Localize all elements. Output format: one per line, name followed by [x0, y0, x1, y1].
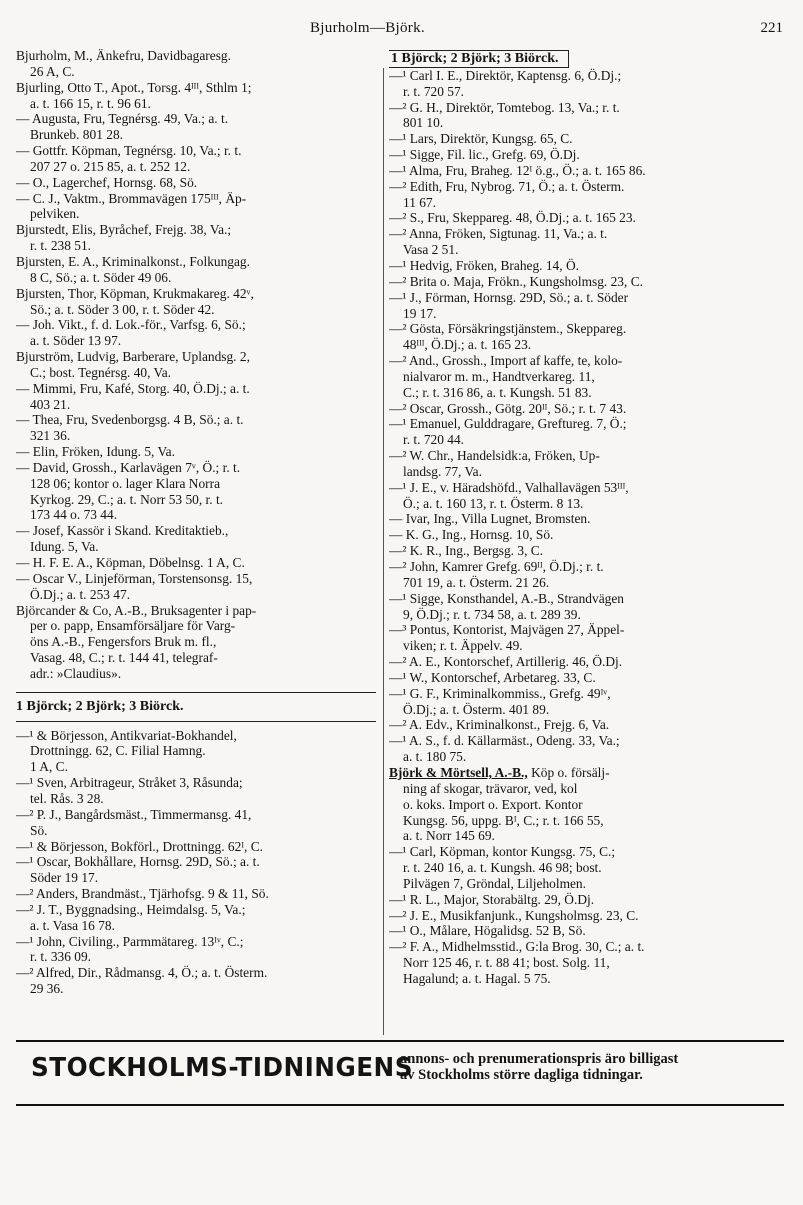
directory-entry	[16, 807, 384, 839]
directory-entry	[16, 286, 384, 318]
entry-line: —¹ Lars, Direktör, Kungsg. 65, C.	[389, 131, 573, 147]
entry-continuation: Norr 125 46, r. t. 88 41; bost. Solg. 11,	[403, 955, 610, 971]
right-entries	[389, 68, 789, 765]
directory-entry	[389, 210, 789, 226]
entry-line: —² A. Edv., Kriminalkonst., Frejg. 6, Va.	[389, 717, 610, 733]
directory-entry	[389, 147, 789, 163]
directory-entry	[389, 939, 789, 987]
directory-entry	[16, 80, 384, 112]
entry-line: —² J. T., Byggnadsing., Heimdalsg. 5, Va.;	[16, 901, 246, 917]
directory-entry	[389, 717, 789, 733]
entry-line: — Thea, Fru, Svedenborgsg. 4 B, Sö.; a. t.	[16, 412, 244, 428]
entry-line: — David, Grossh., Karlavägen 7ᵛ, Ö.; r. t.	[16, 459, 241, 475]
entry-line: —¹ Emanuel, Gulddragare, Greftureg. 7, Ö.;	[389, 416, 627, 432]
divider	[16, 721, 376, 722]
entry-line: —² Alfred, Dir., Rådmansg. 4, Ö.; a. t. Österm.	[16, 965, 268, 981]
entry-continuation: 9, Ö.Dj.; r. t. 734 58, a. t. 289 39.	[403, 606, 581, 622]
entry-continuation: C.; bost. Tegnérsg. 40, Va.	[30, 364, 172, 380]
directory-entry	[16, 728, 384, 776]
entry-continuation: Ö.Dj.; a. t. 253 47.	[30, 586, 131, 602]
footer-brand: STOCKHOLMS-TIDNINGENS	[31, 1053, 413, 1083]
entry-line: —¹ Sigge, Fil. lic., Grefg. 69, Ö.Dj.	[389, 147, 580, 163]
entry-line: —² K. R., Ing., Bergsg. 3, C.	[389, 543, 544, 559]
entry-line: —² W. Chr., Handelsidk:a, Fröken, Up-	[389, 448, 600, 464]
directory-entry	[389, 353, 789, 401]
directory-entry	[16, 48, 384, 80]
entry-line: —¹ & Börjesson, Bokförl., Drottningg. 62ᴵ, C.	[16, 838, 263, 854]
directory-entry	[16, 412, 384, 444]
footer-rule-bottom	[16, 1104, 784, 1106]
entry-line: Bjurström, Ludvig, Barberare, Uplandsg. 2,	[16, 349, 250, 365]
directory-entry	[16, 886, 384, 902]
entry-continuation: 8 C, Sö.; a. t. Söder 49 06.	[30, 269, 172, 285]
entry-line: —² Oscar, Grossh., Götg. 20ᴵᴵ, Sö.; r. t. 7 43.	[389, 400, 627, 416]
left-column	[16, 48, 384, 997]
entry-continuation: 19 17.	[403, 305, 437, 321]
entry-continuation: r. t. 720 44.	[403, 432, 465, 448]
directory-entry	[16, 191, 384, 223]
entry-line: —¹ O., Målare, Högalidsg. 52 B, Sö.	[389, 923, 586, 939]
directory-entry	[389, 258, 789, 274]
entry-continuation: r. t. 238 51.	[30, 238, 92, 254]
directory-entry	[16, 254, 384, 286]
page-number: 221	[760, 20, 783, 36]
entry-continuation: Idung. 5, Va.	[30, 539, 99, 555]
directory-entry	[16, 381, 384, 413]
company-line: a. t. Norr 145 69.	[403, 828, 495, 844]
entry-line: —² J. E., Musikfanjunk., Kungsholmsg. 23, C.	[389, 907, 639, 923]
entry-line: — Augusta, Fru, Tegnérsg. 49, Va.; a. t.	[16, 111, 229, 127]
left-entries-continued	[16, 728, 384, 997]
entry-continuation: Pilvägen 7, Gröndal, Liljeholmen.	[403, 875, 586, 891]
directory-entry	[16, 603, 384, 682]
section-heading-left: 1 Björck; 2 Björk; 3 Biörck.	[16, 698, 184, 714]
advertisement-footer	[16, 1045, 786, 1103]
entry-continuation: tel. Rås. 3 28.	[30, 790, 104, 806]
entry-continuation: Ö.; a. t. 160 13, r. t. Österm. 8 13.	[403, 495, 584, 511]
entry-continuation: 173 44 o. 73 44.	[30, 507, 118, 523]
entry-continuation: a. t. 180 75.	[403, 749, 467, 765]
directory-entry	[389, 733, 789, 765]
entry-line: Björcander & Co, A.-B., Bruksagenter i pap-	[16, 602, 257, 618]
entry-continuation: 29 36.	[30, 981, 64, 997]
entry-continuation: 321 36.	[30, 428, 71, 444]
directory-entry	[389, 401, 789, 417]
entry-line: —² John, Kamrer Grefg. 69ᴵᴵ, Ö.Dj.; r. t.	[389, 559, 604, 574]
entry-continuation: 207 27 o. 215 85, a. t. 252 12.	[30, 158, 191, 174]
directory-entry	[16, 143, 384, 175]
directory-entry	[389, 908, 789, 924]
entry-line: — Oscar V., Linjeförman, Torstensonsg. 15,	[16, 570, 253, 586]
entry-continuation: Sö.; a. t. Söder 3 00, r. t. Söder 42.	[30, 301, 215, 317]
entry-continuation: adr.: »Claudius».	[30, 665, 122, 681]
directory-entry	[16, 460, 384, 523]
directory-entry	[389, 670, 789, 686]
company-entry	[389, 765, 789, 844]
company-line: Kungsg. 56, uppg. Bᴵ, C.; r. t. 166 55,	[403, 812, 604, 828]
entry-continuation: r. t. 240 16, a. t. Kungsh. 46 98; bost.	[403, 860, 602, 876]
directory-entry	[16, 934, 384, 966]
directory-entry	[389, 527, 789, 543]
entry-line: — H. F. E. A., Köpman, Döbelnsg. 1 A, C.	[16, 555, 245, 570]
directory-entry	[16, 555, 384, 571]
entry-line: —¹ Oscar, Bokhållare, Hornsg. 29D, Sö.; a. t.	[16, 854, 260, 870]
entry-line: —² Brita o. Maja, Frökn., Kungsholmsg. 23, C.	[389, 273, 643, 289]
entry-continuation: a. t. Vasa 16 78.	[30, 917, 115, 933]
entry-continuation: 128 06; kontor o. lager Klara Norra	[30, 475, 221, 491]
entry-line: —¹ A. S., f. d. Källarmäst., Odeng. 33, Va.;	[389, 733, 620, 749]
entry-line: — K. G., Ing., Hornsg. 10, Sö.	[389, 527, 554, 543]
directory-entry	[16, 349, 384, 381]
directory-entry	[16, 175, 384, 191]
directory-entry	[16, 523, 384, 555]
directory-entry	[389, 923, 789, 939]
entry-line: —¹ Hedvig, Fröken, Braheg. 14, Ö.	[389, 257, 579, 273]
entry-line: —¹ Sigge, Konsthandel, A.-B., Strandvägen	[389, 590, 624, 606]
directory-entry	[389, 480, 789, 512]
directory-entry	[16, 111, 384, 143]
directory-entry	[389, 131, 789, 147]
entry-line: —² P. J., Bangårdsmäst., Timmermansg. 41,	[16, 806, 252, 822]
entry-line: —² S., Fru, Skeppareg. 48, Ö.Dj.; a. t. 165 23.	[389, 210, 636, 226]
directory-entry	[389, 559, 789, 591]
entry-line: Bjursten, Thor, Köpman, Krukmakareg. 42ᵛ,	[16, 285, 254, 301]
entry-continuation: Brunkeb. 801 28.	[30, 127, 123, 143]
directory-entry	[389, 226, 789, 258]
entry-line: —³ Pontus, Kontorist, Majvägen 27, Äppel-	[389, 622, 625, 638]
footer-tagline-line1: annons- och prenumerationspris äro billigast	[400, 1051, 679, 1067]
entry-continuation: 26 A, C.	[30, 63, 75, 79]
entry-line: —¹ & Börjesson, Antikvariat-Bokhandel,	[16, 727, 237, 743]
directory-entry	[389, 654, 789, 670]
entry-continuation: 11 67.	[403, 194, 436, 210]
entry-line: —² Edith, Fru, Nybrog. 71, Ö.; a. t. Österm.	[389, 178, 625, 194]
entry-line: — C. J., Vaktm., Brommavägen 175ᴵᴵᴵ, Äp-	[16, 190, 247, 206]
directory-entry	[389, 68, 789, 100]
entry-line: —¹ Sven, Arbitrageur, Stråket 3, Råsunda;	[16, 775, 243, 791]
directory-entry	[389, 892, 789, 908]
entry-line: —¹ G. F., Kriminalkommiss., Grefg. 49ᴵᵛ,	[389, 685, 611, 701]
entry-line: — Ivar, Ing., Villa Lugnet, Bromsten.	[389, 511, 591, 527]
footer-tagline-line2: av Stockholms större dagliga tidningar.	[400, 1067, 643, 1083]
entry-line: —² Gösta, Försäkringstjänstem., Skeppareg.	[389, 321, 627, 337]
entry-line: —¹ Alma, Fru, Braheg. 12ᴵ ö.g., Ö.; a. t. 165 86.	[389, 162, 646, 178]
footer-rule-top	[16, 1040, 784, 1042]
entry-continuation: viken; r. t. Äppelv. 49.	[403, 638, 523, 654]
entry-line: — Josef, Kassör i Skand. Kreditaktieb.,	[16, 523, 229, 539]
page-title: Bjurholm—Björk.	[310, 20, 425, 36]
directory-entry	[16, 775, 384, 807]
entry-continuation: Kyrkog. 29, C.; a. t. Norr 53 50, r. t.	[30, 491, 224, 507]
entry-line: —¹ John, Civiling., Parmmätareg. 13ᴵᵛ, C.;	[16, 933, 244, 949]
entry-line: —¹ W., Kontorschef, Arbetareg. 33, C.	[389, 669, 596, 685]
entry-continuation: 701 19, a. t. Österm. 21 26.	[403, 574, 550, 590]
directory-entry	[16, 854, 384, 886]
company-line: Köp o. försälj-	[531, 764, 610, 780]
entry-line: Bjurholm, M., Änkefru, Davidbagaresg.	[16, 48, 231, 63]
directory-entry	[389, 416, 789, 448]
entry-line: Bjursten, E. A., Kriminalkonst., Folkungag.	[16, 253, 250, 269]
entry-line: —¹ Carl I. E., Direktör, Kaptensg. 6, Ö.Dj.;	[389, 67, 622, 83]
entry-continuation: Vasa 2 51.	[403, 242, 459, 258]
entry-line: —² A. E., Kontorschef, Artillerig. 46, Ö.Dj.	[389, 654, 623, 670]
footer-tagline	[400, 1051, 780, 1083]
running-head	[0, 20, 803, 42]
entry-line: Bjurstedt, Elis, Byråchef, Frejg. 38, Va.;	[16, 222, 232, 238]
directory-entry	[16, 444, 384, 460]
directory-entry	[16, 571, 384, 603]
directory-entry	[389, 543, 789, 559]
directory-entry	[16, 317, 384, 349]
entry-continuation: 1 A, C.	[30, 759, 68, 775]
directory-entry	[389, 591, 789, 623]
company-line: ning af skogar, trävaror, ved, kol	[403, 780, 578, 796]
directory-entry	[389, 163, 789, 179]
directory-entry	[389, 321, 789, 353]
left-entries	[16, 48, 384, 682]
entry-continuation: r. t. 336 09.	[30, 949, 92, 965]
entry-line: — Gottfr. Köpman, Tegnérsg. 10, Va.; r. t.	[16, 143, 242, 159]
entry-continuation: pelviken.	[30, 206, 80, 222]
column-rule	[383, 68, 384, 1035]
entry-line: —¹ J. E., v. Häradshöfd., Valhallavägen 53ᴵᴵᴵ,	[389, 479, 629, 495]
directory-entry	[16, 222, 384, 254]
directory-entry	[389, 290, 789, 322]
entry-line: — Joh. Vikt., f. d. Lok.-för., Varfsg. 6, Sö.;	[16, 317, 246, 333]
directory-entry	[389, 274, 789, 290]
entry-continuation: Vasag. 48, C.; r. t. 144 41, telegraf-	[30, 650, 218, 666]
directory-entry	[16, 965, 384, 997]
entry-line: —² F. A., Midhelmsstid., G:la Brog. 30, C.; a. t.	[389, 939, 645, 955]
entry-line: —² G. H., Direktör, Tomtebog. 13, Va.; r. t.	[389, 99, 620, 115]
directory-entry	[389, 622, 789, 654]
directory-entry	[389, 448, 789, 480]
directory-entry	[389, 844, 789, 892]
divider	[16, 692, 376, 693]
entry-continuation: nialvaror m. m., Handtverkareg. 11,	[403, 368, 595, 384]
directory-entry	[389, 100, 789, 132]
company-line: o. koks. Import o. Export. Kontor	[403, 796, 583, 812]
directory-entry	[389, 179, 789, 211]
entry-continuation: C.; r. t. 316 86, a. t. Kungsh. 51 83.	[403, 384, 592, 400]
entry-continuation: a. t. 166 15, r. t. 96 61.	[30, 95, 151, 111]
entry-continuation: r. t. 720 57.	[403, 83, 465, 99]
entry-continuation: landsg. 77, Va.	[403, 463, 482, 479]
entry-line: —² Anders, Brandmäst., Tjärhofsg. 9 & 11, Sö.	[16, 886, 269, 902]
entry-line: — Mimmi, Fru, Kafé, Storg. 40, Ö.Dj.; a. t.	[16, 380, 250, 396]
entry-continuation: per o. papp, Ensamförsäljare för Varg-	[30, 618, 236, 634]
right-entries-continued	[389, 844, 789, 987]
directory-entry	[389, 686, 789, 718]
entry-continuation: öns A.-B., Fengersfors Bruk m. fl.,	[30, 634, 217, 650]
directory-entry	[16, 902, 384, 934]
company-name: Björk & Mörtsell, A.-B.,	[389, 764, 528, 780]
right-column	[389, 48, 789, 987]
entry-line: —¹ Carl, Köpman, kontor Kungsg. 75, C.;	[389, 844, 616, 860]
entry-line: —² And., Grossh., Import af kaffe, te, kolo-	[389, 353, 623, 369]
entry-continuation: 801 10.	[403, 115, 444, 131]
entry-continuation: Drottningg. 62, C. Filial Hamng.	[30, 743, 206, 759]
entry-line: —¹ R. L., Major, Storabältg. 29, Ö.Dj.	[389, 891, 595, 907]
entry-continuation: 48ᴵᴵᴵ, Ö.Dj.; a. t. 165 23.	[403, 337, 532, 353]
entry-line: —¹ J., Förman, Hornsg. 29D, Sö.; a. t. Söder	[389, 289, 629, 305]
section-heading-right: 1 Björck; 2 Björk; 3 Biörck.	[389, 50, 569, 68]
entry-continuation: 403 21.	[30, 396, 71, 412]
directory-entry	[389, 511, 789, 527]
directory-entry	[16, 839, 384, 855]
entry-continuation: a. t. Söder 13 97.	[30, 333, 122, 349]
entry-line: — Elin, Fröken, Idung. 5, Va.	[16, 444, 175, 460]
entry-line: — O., Lagerchef, Hornsg. 68, Sö.	[16, 174, 198, 190]
entry-continuation: Söder 19 17.	[30, 870, 99, 886]
entry-continuation: Ö.Dj.; a. t. Österm. 401 89.	[403, 701, 550, 717]
entry-continuation: Sö.	[30, 822, 48, 838]
entry-line: —² Anna, Fröken, Sigtunag. 11, Va.; a. t.	[389, 226, 608, 242]
entry-line: Bjurling, Otto T., Apot., Torsg. 4ᴵᴵᴵ, Sthlm 1;	[16, 79, 252, 95]
entry-continuation: Hagalund; a. t. Hagal. 5 75.	[403, 970, 551, 986]
